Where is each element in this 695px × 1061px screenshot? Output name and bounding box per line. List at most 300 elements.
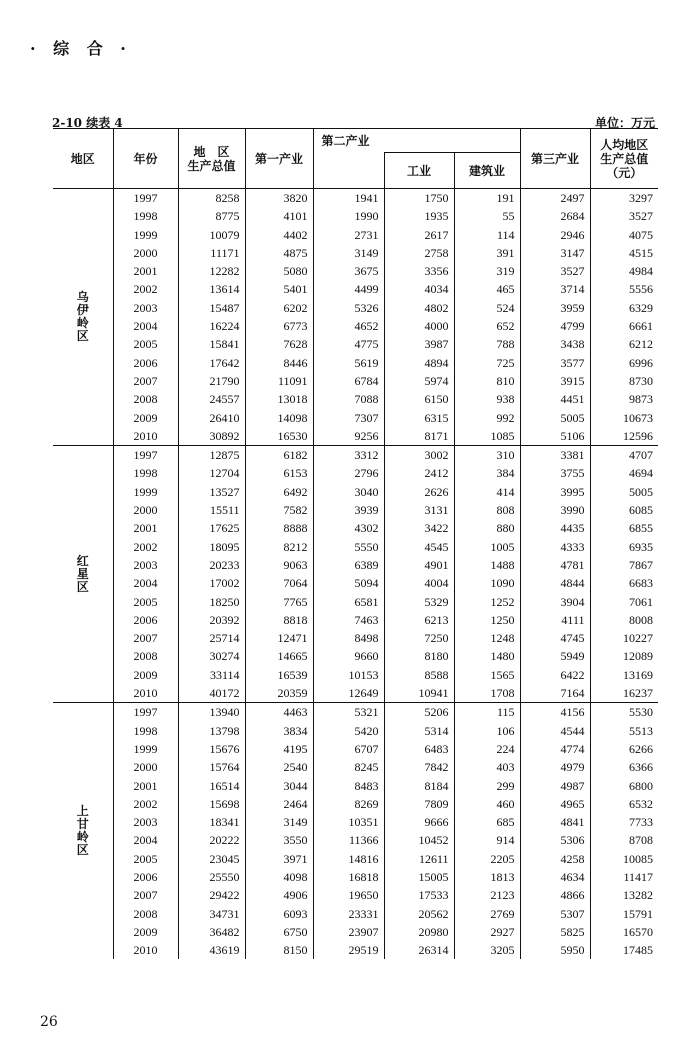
per-capita-cell: 8708 [590, 831, 658, 849]
table-row [53, 831, 658, 849]
tertiary-cell: 4333 [520, 538, 590, 556]
tertiary-cell: 4774 [520, 740, 590, 758]
table-row [53, 226, 658, 244]
table-row [53, 446, 658, 465]
construction-cell: 880 [454, 519, 520, 537]
industry-cell: 6150 [384, 390, 454, 408]
year-cell: 2002 [113, 538, 178, 556]
table-row [53, 777, 658, 795]
primary-cell: 8446 [245, 354, 313, 372]
gdp-cell: 20233 [178, 556, 245, 574]
year-cell: 2007 [113, 886, 178, 904]
per-capita-cell: 8730 [590, 372, 658, 390]
table-row [53, 501, 658, 519]
per-capita-cell: 3527 [590, 207, 658, 225]
construction-cell: 725 [454, 354, 520, 372]
industry-cell: 17533 [384, 886, 454, 904]
gdp-cell: 43619 [178, 941, 245, 959]
secondary-cell: 6707 [313, 740, 384, 758]
per-capita-cell: 6085 [590, 501, 658, 519]
primary-cell: 6202 [245, 299, 313, 317]
secondary-cell: 8483 [313, 777, 384, 795]
year-cell: 2000 [113, 758, 178, 776]
table-row [53, 905, 658, 923]
tertiary-cell: 3755 [520, 464, 590, 482]
per-capita-cell: 16237 [590, 684, 658, 703]
secondary-cell: 6389 [313, 556, 384, 574]
primary-cell: 7582 [245, 501, 313, 519]
tertiary-cell: 4745 [520, 629, 590, 647]
per-capita-cell: 9873 [590, 390, 658, 408]
per-capita-cell: 6935 [590, 538, 658, 556]
primary-cell: 4906 [245, 886, 313, 904]
secondary-cell: 6581 [313, 593, 384, 611]
year-cell: 1997 [113, 703, 178, 722]
tertiary-cell: 3381 [520, 446, 590, 465]
statistics-table [53, 128, 658, 959]
gdp-cell: 8258 [178, 189, 245, 208]
gdp-cell: 15511 [178, 501, 245, 519]
primary-cell: 8150 [245, 941, 313, 959]
gdp-cell: 21790 [178, 372, 245, 390]
tertiary-cell: 3577 [520, 354, 590, 372]
table-row [53, 189, 658, 208]
industry-cell: 6315 [384, 409, 454, 427]
year-cell: 2004 [113, 317, 178, 335]
table-row [53, 483, 658, 501]
col-tertiary: 第三产业 [520, 129, 590, 189]
industry-cell: 2412 [384, 464, 454, 482]
construction-cell: 106 [454, 722, 520, 740]
table-row [53, 629, 658, 647]
tertiary-cell: 4799 [520, 317, 590, 335]
secondary-cell: 23907 [313, 923, 384, 941]
secondary-cell: 1990 [313, 207, 384, 225]
per-capita-cell: 7061 [590, 593, 658, 611]
per-capita-cell: 4984 [590, 262, 658, 280]
industry-cell: 4000 [384, 317, 454, 335]
per-capita-cell: 10673 [590, 409, 658, 427]
primary-cell: 3149 [245, 813, 313, 831]
table-row [53, 813, 658, 831]
per-capita-cell: 13169 [590, 666, 658, 684]
primary-cell: 5080 [245, 262, 313, 280]
tertiary-cell: 4258 [520, 850, 590, 868]
per-capita-cell: 6683 [590, 574, 658, 592]
year-cell: 2009 [113, 409, 178, 427]
gdp-cell: 18250 [178, 593, 245, 611]
industry-cell: 3002 [384, 446, 454, 465]
construction-cell: 1085 [454, 427, 520, 446]
primary-cell: 16539 [245, 666, 313, 684]
tertiary-cell: 3904 [520, 593, 590, 611]
secondary-cell: 8245 [313, 758, 384, 776]
primary-cell: 3820 [245, 189, 313, 208]
year-cell: 2006 [113, 868, 178, 886]
secondary-cell: 5550 [313, 538, 384, 556]
secondary-cell: 10351 [313, 813, 384, 831]
year-cell: 2003 [113, 556, 178, 574]
table-row [53, 850, 658, 868]
tertiary-cell: 5106 [520, 427, 590, 446]
primary-cell: 2540 [245, 758, 313, 776]
secondary-cell: 5326 [313, 299, 384, 317]
table-row [53, 556, 658, 574]
table-row [53, 262, 658, 280]
per-capita-cell: 6329 [590, 299, 658, 317]
table-row [53, 703, 658, 722]
col-construction: 建筑业 [454, 153, 520, 189]
primary-cell: 4195 [245, 740, 313, 758]
year-cell: 2002 [113, 795, 178, 813]
gdp-cell: 30274 [178, 647, 245, 665]
gdp-cell: 17625 [178, 519, 245, 537]
primary-cell: 13018 [245, 390, 313, 408]
table-row [53, 593, 658, 611]
gdp-cell: 20392 [178, 611, 245, 629]
table-code: 2-10 续表 4 [52, 116, 123, 130]
construction-cell: 114 [454, 226, 520, 244]
per-capita-cell: 10085 [590, 850, 658, 868]
tertiary-cell: 2684 [520, 207, 590, 225]
construction-cell: 652 [454, 317, 520, 335]
gdp-cell: 13940 [178, 703, 245, 722]
year-cell: 2003 [113, 299, 178, 317]
per-capita-cell: 15791 [590, 905, 658, 923]
year-cell: 2000 [113, 501, 178, 519]
tertiary-cell: 4844 [520, 574, 590, 592]
construction-cell: 2927 [454, 923, 520, 941]
year-cell: 2010 [113, 684, 178, 703]
industry-cell: 4545 [384, 538, 454, 556]
year-cell: 2009 [113, 923, 178, 941]
primary-cell: 8212 [245, 538, 313, 556]
tertiary-cell: 4435 [520, 519, 590, 537]
table-row [53, 299, 658, 317]
tertiary-cell: 2946 [520, 226, 590, 244]
table-row [53, 684, 658, 703]
table-row [53, 574, 658, 592]
primary-cell: 6492 [245, 483, 313, 501]
table-header [53, 129, 658, 189]
construction-cell: 384 [454, 464, 520, 482]
col-percapita [590, 129, 658, 189]
gdp-cell: 29422 [178, 886, 245, 904]
secondary-cell: 16818 [313, 868, 384, 886]
per-capita-cell: 3297 [590, 189, 658, 208]
year-cell: 1999 [113, 483, 178, 501]
year-cell: 2007 [113, 372, 178, 390]
primary-cell: 3971 [245, 850, 313, 868]
secondary-cell: 7088 [313, 390, 384, 408]
table-row [53, 758, 658, 776]
table-row [53, 538, 658, 556]
secondary-cell: 12649 [313, 684, 384, 703]
year-cell: 2007 [113, 629, 178, 647]
construction-cell: 524 [454, 299, 520, 317]
gdp-cell: 15487 [178, 299, 245, 317]
year-cell: 1998 [113, 207, 178, 225]
per-capita-cell: 5513 [590, 722, 658, 740]
tertiary-cell: 4979 [520, 758, 590, 776]
construction-cell: 1248 [454, 629, 520, 647]
construction-cell: 1005 [454, 538, 520, 556]
year-cell: 1999 [113, 226, 178, 244]
table-row [53, 722, 658, 740]
gdp-cell: 11171 [178, 244, 245, 262]
tertiary-cell: 4634 [520, 868, 590, 886]
construction-cell: 391 [454, 244, 520, 262]
gdp-cell: 30892 [178, 427, 245, 446]
gdp-cell: 12282 [178, 262, 245, 280]
col-secondary: 第二产业 [313, 129, 520, 153]
year-cell: 2005 [113, 335, 178, 353]
industry-cell: 12611 [384, 850, 454, 868]
tertiary-cell: 3915 [520, 372, 590, 390]
tertiary-cell: 4987 [520, 777, 590, 795]
industry-cell: 4034 [384, 280, 454, 298]
table-row [53, 372, 658, 390]
construction-cell: 992 [454, 409, 520, 427]
construction-cell: 3205 [454, 941, 520, 959]
secondary-cell: 2796 [313, 464, 384, 482]
gdp-cell: 18095 [178, 538, 245, 556]
year-cell: 2008 [113, 905, 178, 923]
per-capita-cell: 6855 [590, 519, 658, 537]
table-row [53, 207, 658, 225]
gdp-cell: 24557 [178, 390, 245, 408]
table-body [53, 189, 658, 960]
per-capita-cell: 5005 [590, 483, 658, 501]
gdp-cell: 8775 [178, 207, 245, 225]
per-capita-cell: 6532 [590, 795, 658, 813]
construction-cell: 403 [454, 758, 520, 776]
tertiary-cell: 3990 [520, 501, 590, 519]
construction-cell: 191 [454, 189, 520, 208]
construction-cell: 938 [454, 390, 520, 408]
secondary-cell: 8269 [313, 795, 384, 813]
tertiary-cell: 5005 [520, 409, 590, 427]
per-capita-cell: 7867 [590, 556, 658, 574]
secondary-cell: 29519 [313, 941, 384, 959]
secondary-cell: 3040 [313, 483, 384, 501]
industry-cell: 7809 [384, 795, 454, 813]
industry-cell: 7842 [384, 758, 454, 776]
gdp-cell: 15698 [178, 795, 245, 813]
primary-cell: 9063 [245, 556, 313, 574]
tertiary-cell: 4156 [520, 703, 590, 722]
gdp-cell: 34731 [178, 905, 245, 923]
table-row [53, 244, 658, 262]
table-row [53, 923, 658, 941]
primary-cell: 2464 [245, 795, 313, 813]
tertiary-cell: 3527 [520, 262, 590, 280]
page-number: 26 [40, 1014, 58, 1030]
table-row [53, 740, 658, 758]
per-capita-cell: 6661 [590, 317, 658, 335]
construction-cell: 55 [454, 207, 520, 225]
primary-cell: 14665 [245, 647, 313, 665]
construction-cell: 2769 [454, 905, 520, 923]
industry-cell: 7250 [384, 629, 454, 647]
table-row [53, 611, 658, 629]
construction-cell: 299 [454, 777, 520, 795]
tertiary-cell: 3959 [520, 299, 590, 317]
year-cell: 2008 [113, 647, 178, 665]
col-percapita-line1: 人均地区 [600, 137, 649, 152]
region-cell: 乌 伊 岭 区 [53, 189, 113, 446]
tertiary-cell: 4866 [520, 886, 590, 904]
industry-cell: 20562 [384, 905, 454, 923]
region-cell: 上 甘 岭 区 [76, 804, 89, 858]
industry-cell: 9666 [384, 813, 454, 831]
secondary-cell: 3149 [313, 244, 384, 262]
secondary-cell: 8498 [313, 629, 384, 647]
secondary-cell: 5321 [313, 703, 384, 722]
construction-cell: 1488 [454, 556, 520, 574]
tertiary-cell: 4111 [520, 611, 590, 629]
construction-cell: 2123 [454, 886, 520, 904]
year-cell: 2001 [113, 262, 178, 280]
table-row [53, 354, 658, 372]
table-row [53, 868, 658, 886]
gdp-cell: 40172 [178, 684, 245, 703]
primary-cell: 4402 [245, 226, 313, 244]
industry-cell: 1935 [384, 207, 454, 225]
primary-cell: 3550 [245, 831, 313, 849]
tertiary-cell: 3438 [520, 335, 590, 353]
gdp-cell: 15764 [178, 758, 245, 776]
tertiary-cell: 4841 [520, 813, 590, 831]
per-capita-cell: 13282 [590, 886, 658, 904]
industry-cell: 10941 [384, 684, 454, 703]
year-cell: 2000 [113, 244, 178, 262]
construction-cell: 414 [454, 483, 520, 501]
primary-cell: 4098 [245, 868, 313, 886]
table-row [53, 390, 658, 408]
region-cell: 红 星 区 [53, 446, 113, 703]
industry-cell: 2617 [384, 226, 454, 244]
gdp-cell: 13527 [178, 483, 245, 501]
tertiary-cell: 4781 [520, 556, 590, 574]
secondary-cell: 14816 [313, 850, 384, 868]
table-row [53, 886, 658, 904]
industry-cell: 3131 [384, 501, 454, 519]
industry-cell: 2626 [384, 483, 454, 501]
year-cell: 2001 [113, 519, 178, 537]
construction-cell: 224 [454, 740, 520, 758]
primary-cell: 16530 [245, 427, 313, 446]
per-capita-cell: 12089 [590, 647, 658, 665]
per-capita-cell: 5530 [590, 703, 658, 722]
industry-cell: 8171 [384, 427, 454, 446]
per-capita-cell: 11417 [590, 868, 658, 886]
gdp-cell: 18341 [178, 813, 245, 831]
primary-cell: 4875 [245, 244, 313, 262]
per-capita-cell: 5556 [590, 280, 658, 298]
tertiary-cell: 7164 [520, 684, 590, 703]
year-cell: 2004 [113, 574, 178, 592]
table-row [53, 647, 658, 665]
construction-cell: 310 [454, 446, 520, 465]
gdp-cell: 15676 [178, 740, 245, 758]
tertiary-cell: 3995 [520, 483, 590, 501]
gdp-cell: 10079 [178, 226, 245, 244]
construction-cell: 1090 [454, 574, 520, 592]
secondary-cell: 3312 [313, 446, 384, 465]
per-capita-cell: 4707 [590, 446, 658, 465]
primary-cell: 8818 [245, 611, 313, 629]
primary-cell: 4463 [245, 703, 313, 722]
tertiary-cell: 5825 [520, 923, 590, 941]
industry-cell: 4894 [384, 354, 454, 372]
industry-cell: 8588 [384, 666, 454, 684]
year-cell: 2004 [113, 831, 178, 849]
year-cell: 2010 [113, 941, 178, 959]
year-cell: 2003 [113, 813, 178, 831]
gdp-cell: 23045 [178, 850, 245, 868]
per-capita-cell: 17485 [590, 941, 658, 959]
secondary-cell: 9256 [313, 427, 384, 446]
primary-cell: 6153 [245, 464, 313, 482]
gdp-cell: 25714 [178, 629, 245, 647]
primary-cell: 5401 [245, 280, 313, 298]
industry-cell: 10452 [384, 831, 454, 849]
table-row [53, 335, 658, 353]
primary-cell: 7765 [245, 593, 313, 611]
industry-cell: 5329 [384, 593, 454, 611]
industry-cell: 2758 [384, 244, 454, 262]
year-cell: 2001 [113, 777, 178, 795]
year-cell: 2002 [113, 280, 178, 298]
primary-cell: 11091 [245, 372, 313, 390]
primary-cell: 3834 [245, 722, 313, 740]
per-capita-cell: 6266 [590, 740, 658, 758]
per-capita-cell: 7733 [590, 813, 658, 831]
gdp-cell: 13614 [178, 280, 245, 298]
primary-cell: 6773 [245, 317, 313, 335]
gdp-cell: 17642 [178, 354, 245, 372]
col-year: 年份 [113, 129, 178, 189]
year-cell: 2005 [113, 593, 178, 611]
year-cell: 2009 [113, 666, 178, 684]
industry-cell: 5314 [384, 722, 454, 740]
section-title: · 综 合 · [30, 39, 132, 58]
per-capita-cell: 10227 [590, 629, 658, 647]
industry-cell: 1750 [384, 189, 454, 208]
primary-cell: 12471 [245, 629, 313, 647]
year-cell: 1998 [113, 464, 178, 482]
tertiary-cell: 5949 [520, 647, 590, 665]
year-cell: 2008 [113, 390, 178, 408]
construction-cell: 914 [454, 831, 520, 849]
table-row [53, 409, 658, 427]
secondary-cell: 4775 [313, 335, 384, 353]
secondary-cell: 7307 [313, 409, 384, 427]
gdp-cell: 13798 [178, 722, 245, 740]
primary-cell: 20359 [245, 684, 313, 703]
construction-cell: 2205 [454, 850, 520, 868]
industry-cell: 6483 [384, 740, 454, 758]
tertiary-cell: 5307 [520, 905, 590, 923]
secondary-cell: 4652 [313, 317, 384, 335]
gdp-cell: 15841 [178, 335, 245, 353]
gdp-cell: 16514 [178, 777, 245, 795]
gdp-cell: 36482 [178, 923, 245, 941]
secondary-cell: 19650 [313, 886, 384, 904]
industry-cell: 26314 [384, 941, 454, 959]
secondary-cell: 5094 [313, 574, 384, 592]
